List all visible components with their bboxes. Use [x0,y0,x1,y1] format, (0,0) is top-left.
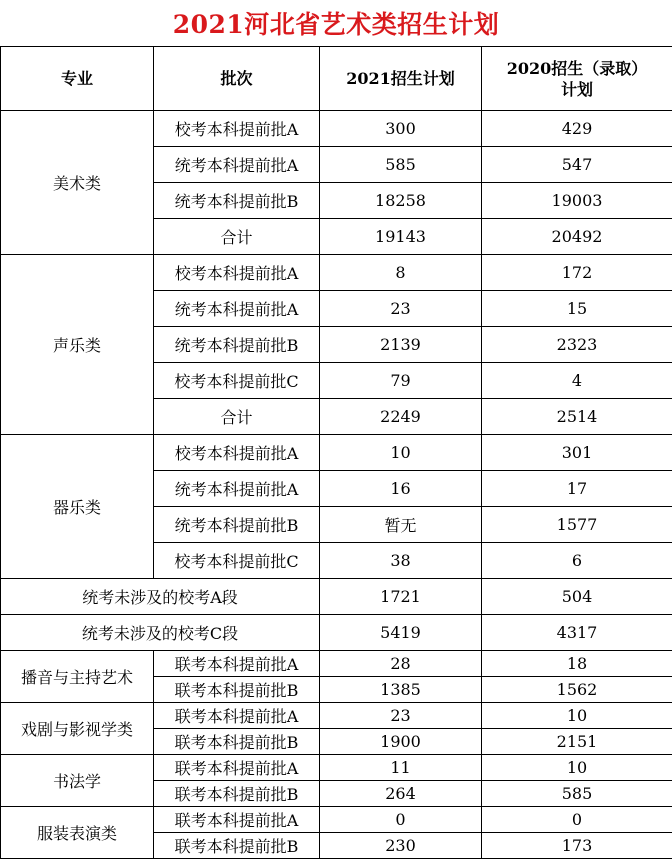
plan-2021-cell: 8 [320,255,482,291]
major-cell-qiyue: 器乐类 [1,435,154,579]
plan-2021-cell: 19143 [320,219,482,255]
plan-2021-cell: 18258 [320,183,482,219]
admission-plan-table [0,46,672,859]
plan-2020-cell: 10 [482,755,672,781]
table-row [1,703,672,729]
plan-2021-cell: 264 [320,781,482,807]
batch-cell: 联考本科提前批B [154,781,320,807]
major-cell-shufa: 书法学 [1,755,154,807]
plan-2021-cell: 23 [320,291,482,327]
batch-cell: 联考本科提前批A [154,703,320,729]
plan-2020-cell: 15 [482,291,672,327]
xiaokao-c-label-cell: 统考未涉及的校考C段 [1,615,320,651]
plan-2021-cell: 1900 [320,729,482,755]
header-batch: 批次 [154,47,320,111]
plan-2020-cell: 6 [482,543,672,579]
plan-2021-cell: 1385 [320,677,482,703]
table-row [1,255,672,291]
batch-cell: 校考本科提前批A [154,255,320,291]
major-cell-meishu: 美术类 [1,111,154,255]
plan-2020-cell: 301 [482,435,672,471]
plan-2020-cell: 585 [482,781,672,807]
plan-2021-cell: 10 [320,435,482,471]
plan-2020-cell: 1562 [482,677,672,703]
plan-2020-cell: 18 [482,651,672,677]
page-title: 2021河北省艺术类招生计划 [172,10,500,39]
batch-cell: 联考本科提前批B [154,677,320,703]
table-row [1,651,672,677]
plan-2021-cell: 16 [320,471,482,507]
major-cell-shengyue: 声乐类 [1,255,154,435]
major-cell-fuzhuang: 服装表演类 [1,807,154,859]
plan-2021-cell: 11 [320,755,482,781]
plan-2020-cell: 173 [482,833,672,859]
table-row [1,435,672,471]
batch-cell: 统考本科提前批A [154,147,320,183]
plan-2020-cell: 10 [482,703,672,729]
total-label-cell: 合计 [154,399,320,435]
batch-cell: 校考本科提前批A [154,435,320,471]
header-plan-2020 [482,47,672,111]
plan-2021-cell: 28 [320,651,482,677]
plan-2020-cell: 0 [482,807,672,833]
total-label-cell: 合计 [154,219,320,255]
plan-2020-cell: 2514 [482,399,672,435]
table-row [1,579,672,615]
plan-2021-cell: 2139 [320,327,482,363]
batch-cell: 校考本科提前批C [154,543,320,579]
batch-cell: 校考本科提前批C [154,363,320,399]
plan-2021-cell: 38 [320,543,482,579]
plan-2021-cell: 5419 [320,615,482,651]
plan-2020-cell: 547 [482,147,672,183]
batch-cell: 统考本科提前批B [154,183,320,219]
plan-2020-cell: 2323 [482,327,672,363]
header-plan-2020-line1: 2020招生（录取） [506,58,648,78]
major-cell-xiju: 戏剧与影视学类 [1,703,154,755]
plan-2020-cell: 4 [482,363,672,399]
header-plan-2021: 2021招生计划 [320,47,482,111]
plan-2020-cell: 1577 [482,507,672,543]
plan-2020-cell: 172 [482,255,672,291]
batch-cell: 统考本科提前批A [154,291,320,327]
plan-2021-cell: 2249 [320,399,482,435]
plan-2021-cell: 79 [320,363,482,399]
batch-cell: 校考本科提前批A [154,111,320,147]
batch-cell: 联考本科提前批A [154,755,320,781]
batch-cell: 统考本科提前批A [154,471,320,507]
table-row [1,807,672,833]
plan-2020-cell: 17 [482,471,672,507]
table-row [1,111,672,147]
plan-2020-cell: 504 [482,579,672,615]
plan-2021-cell: 暂无 [320,507,482,543]
batch-cell: 联考本科提前批A [154,807,320,833]
plan-2020-cell: 2151 [482,729,672,755]
batch-cell: 联考本科提前批B [154,833,320,859]
plan-2020-cell: 20492 [482,219,672,255]
plan-2021-cell: 585 [320,147,482,183]
batch-cell: 统考本科提前批B [154,507,320,543]
header-major: 专业 [1,47,154,111]
plan-2020-cell: 19003 [482,183,672,219]
table-row [1,615,672,651]
batch-cell: 联考本科提前批A [154,651,320,677]
xiaokao-a-label-cell: 统考未涉及的校考A段 [1,579,320,615]
plan-2020-cell: 429 [482,111,672,147]
plan-2020-cell: 4317 [482,615,672,651]
header-plan-2020-line2: 计划 [560,79,593,99]
plan-2021-cell: 0 [320,807,482,833]
major-cell-boyin: 播音与主持艺术 [1,651,154,703]
table-header-row [1,47,672,111]
batch-cell: 联考本科提前批B [154,729,320,755]
plan-2021-cell: 230 [320,833,482,859]
plan-2021-cell: 300 [320,111,482,147]
batch-cell: 统考本科提前批B [154,327,320,363]
table-row [1,755,672,781]
plan-2021-cell: 23 [320,703,482,729]
plan-2021-cell: 1721 [320,579,482,615]
